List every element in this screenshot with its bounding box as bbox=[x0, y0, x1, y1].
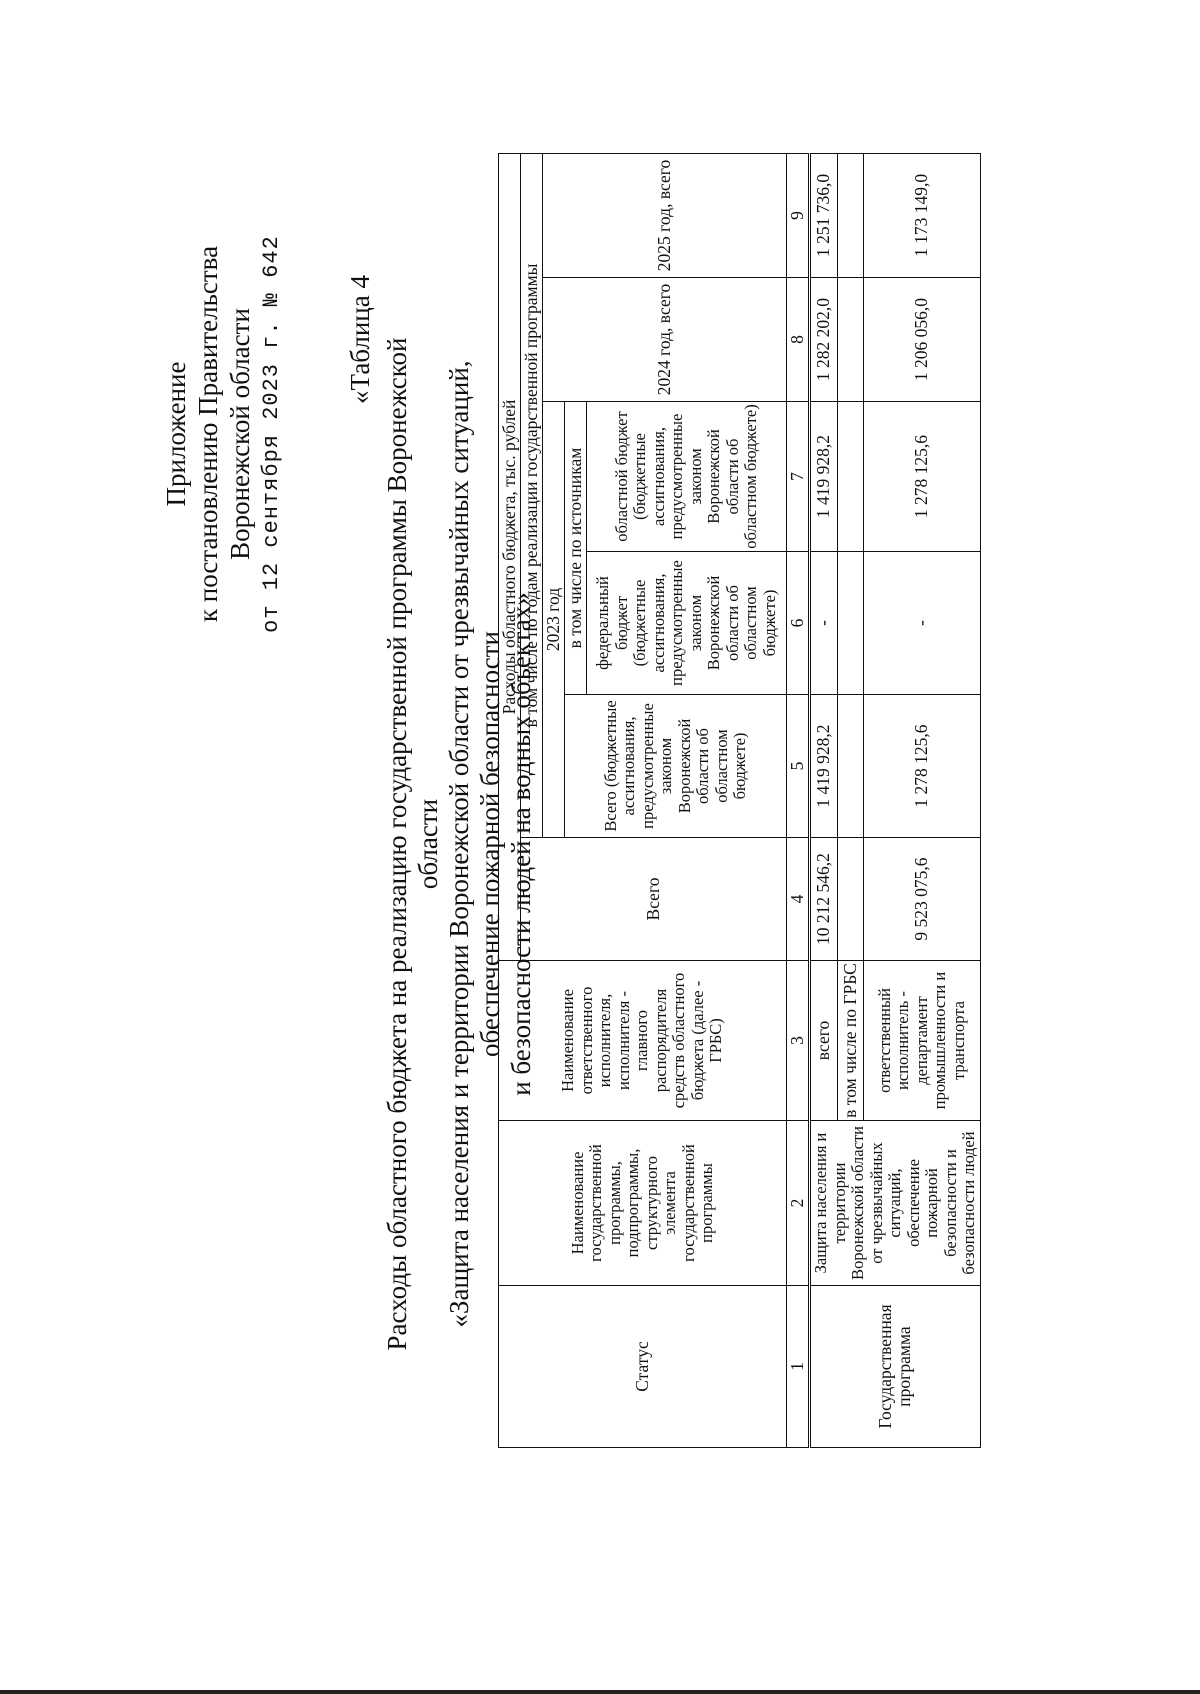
grbs-cell: ответственный исполнитель - департамент промышленности и транспорта bbox=[864, 961, 980, 1121]
header-federal: федеральный бюджет (бюджетные ассигнования, предусмотренные законом Воронежской области об областном бюджете) bbox=[587, 552, 787, 695]
appendix-line-1: Приложение bbox=[161, 361, 191, 507]
header-year-2023: 2023 год bbox=[543, 402, 565, 838]
header-expenses: Расходы областного бюджета, тыс. рублей bbox=[499, 153, 521, 960]
total-2023-cell bbox=[837, 695, 864, 838]
header-by-sources: в том числе по источникам bbox=[565, 402, 587, 695]
column-number: 6 bbox=[787, 552, 810, 695]
federal-2023-cell: - bbox=[864, 552, 980, 695]
header-total-2023: Всего (бюджетные ассигнования, предусмотренные законом Воронежской области об областном бюджете) bbox=[565, 695, 787, 838]
column-number: 4 bbox=[787, 838, 810, 961]
column-number: 3 bbox=[787, 961, 810, 1121]
federal-2023-cell bbox=[837, 552, 864, 695]
total-2024-cell bbox=[837, 278, 864, 402]
regional-2023-cell: 1 278 125,6 bbox=[864, 402, 980, 552]
regional-2023-cell: 1 419 928,2 bbox=[810, 402, 838, 552]
program-name-cell: Защита населения и территории Воронежской области от чрезвычайных ситуаций, обеспечение пожарной безопасности и безопасности людей bbox=[810, 1121, 981, 1286]
total-2025-cell: 1 251 736,0 bbox=[810, 153, 838, 277]
header-by-years: в том числе по годам реализации государственной программы bbox=[521, 153, 543, 837]
federal-2023-cell: - bbox=[810, 552, 838, 695]
column-number: 2 bbox=[787, 1121, 810, 1286]
total-2023-cell: 1 278 125,6 bbox=[864, 695, 980, 838]
column-number: 8 bbox=[787, 278, 810, 402]
title-line-2: «Защита населения и территории Воронежской области от чрезвычайных ситуаций, обеспечение пожарной безопасности bbox=[444, 360, 505, 1328]
column-number: 7 bbox=[787, 402, 810, 552]
header-grbs: Наименование ответственного исполнителя, исполнителя - главного распорядителя средств областного бюджета (далее - ГРБС) bbox=[499, 961, 787, 1121]
table-row bbox=[810, 153, 838, 1447]
appendix-line-3: Воронежской области bbox=[225, 308, 255, 560]
title-line-3: и безопасности людей на водных объектах» bbox=[506, 592, 536, 1096]
header-program-name: Наименование государственной программы, подпрограммы, структурного элемента государственной программы bbox=[499, 1121, 787, 1286]
grbs-cell: в том числе по ГРБС bbox=[837, 961, 864, 1121]
total-2025-cell: 1 173 149,0 bbox=[864, 153, 980, 277]
budget-table bbox=[498, 153, 981, 1448]
total-cell: 9 523 075,6 bbox=[864, 838, 980, 961]
column-numbers-row bbox=[787, 153, 810, 1447]
total-cell bbox=[837, 838, 864, 961]
header-row-1 bbox=[499, 153, 521, 1447]
total-2024-cell: 1 282 202,0 bbox=[810, 278, 838, 402]
column-number: 9 bbox=[787, 153, 810, 277]
title-line-1: Расходы областного бюджета на реализацию государственной программы Воронежской области bbox=[382, 337, 443, 1351]
appendix-header bbox=[160, 174, 288, 694]
table-number: «Таблица 4 bbox=[345, 275, 375, 404]
column-number: 5 bbox=[787, 695, 810, 838]
total-2024-cell: 1 206 056,0 bbox=[864, 278, 980, 402]
regional-2023-cell bbox=[837, 402, 864, 552]
header-total: Всего bbox=[521, 838, 787, 961]
grbs-cell: всего bbox=[810, 961, 838, 1121]
column-number: 1 bbox=[787, 1286, 810, 1448]
header-year-2025: 2025 год, всего bbox=[543, 153, 787, 277]
total-2025-cell bbox=[837, 153, 864, 277]
appendix-date-number: от 12 сентября 2023 г. № 642 bbox=[259, 235, 284, 633]
header-regional: областной бюджет (бюджетные ассигнования, предусмотренные законом Воронежской области об областном бюджете) bbox=[587, 402, 787, 552]
header-year-2024: 2024 год, всего bbox=[543, 278, 787, 402]
total-cell: 10 212 546,2 bbox=[810, 838, 838, 961]
appendix-line-2: к постановлению Правительства bbox=[193, 245, 223, 623]
status-cell: Государственная программа bbox=[810, 1286, 981, 1448]
header-status: Статус bbox=[499, 1286, 787, 1448]
total-2023-cell: 1 419 928,2 bbox=[810, 695, 838, 838]
page-edge-line bbox=[0, 1690, 1200, 1694]
